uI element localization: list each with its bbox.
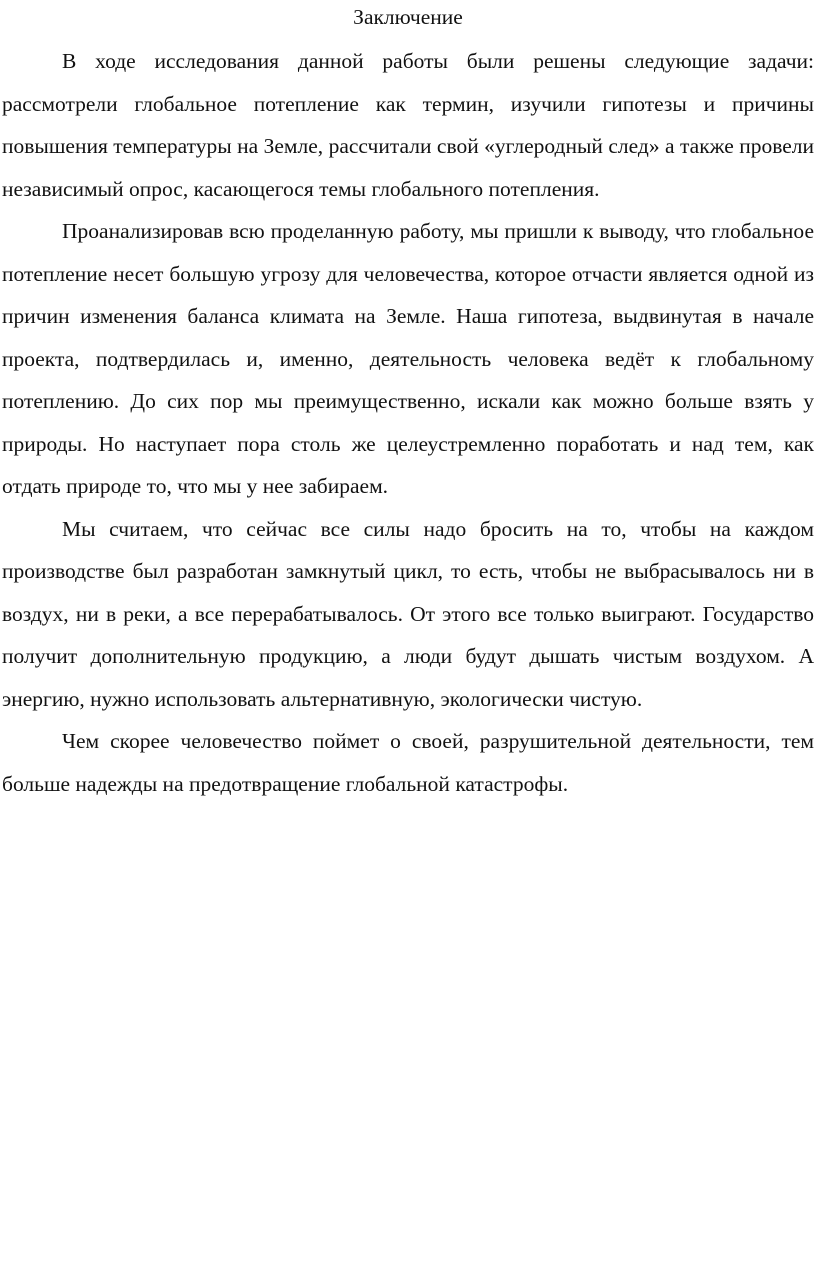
paragraph-3: Мы считаем, что сейчас все силы надо бросить на то, чтобы на каждом производстве был разработан замкнутый цикл, то есть, чтобы не выбрасывалось ни в воздух, ни в реки, а все перерабатывалось. От этого все только выиграют. Государство получит дополнительную продукцию, а люди будут дышать чистым воздухом. А энергию, нужно использовать альтернативную, экологически чистую. — [2, 516, 814, 711]
paragraph-1: В ходе исследования данной работы были решены следующие задачи: рассмотрели глобальное потепление как термин, изучили гипотезы и причины повышения температуры на Земле, рассчитали свой «углеродный след» а также провели независимый опрос, касающегося темы глобального потепления. — [2, 49, 814, 201]
paragraph-4: Чем скорее человечество поймет о своей, разрушительной деятельности, тем больше надежды на предотвращение глобальной катастрофы. — [2, 729, 814, 796]
paragraph-2: Проанализировав всю проделанную работу, мы пришли к выводу, что глобальное потепление несет большую угрозу для человечества, которое отчасти является одной из причин изменения баланса климата на Земле. Наша гипотеза, выдвинутая в начале проекта, подтвердилась и, именно, деятельность человека ведёт к глобальному потеплению. До сих пор мы преимущественно, искали как можно больше взять у природы. Но наступает пора столь же целеустремленно поработать и над тем, как отдать природе то, что мы у нее забираем. — [2, 219, 814, 498]
page-title: Заключение — [353, 5, 463, 29]
